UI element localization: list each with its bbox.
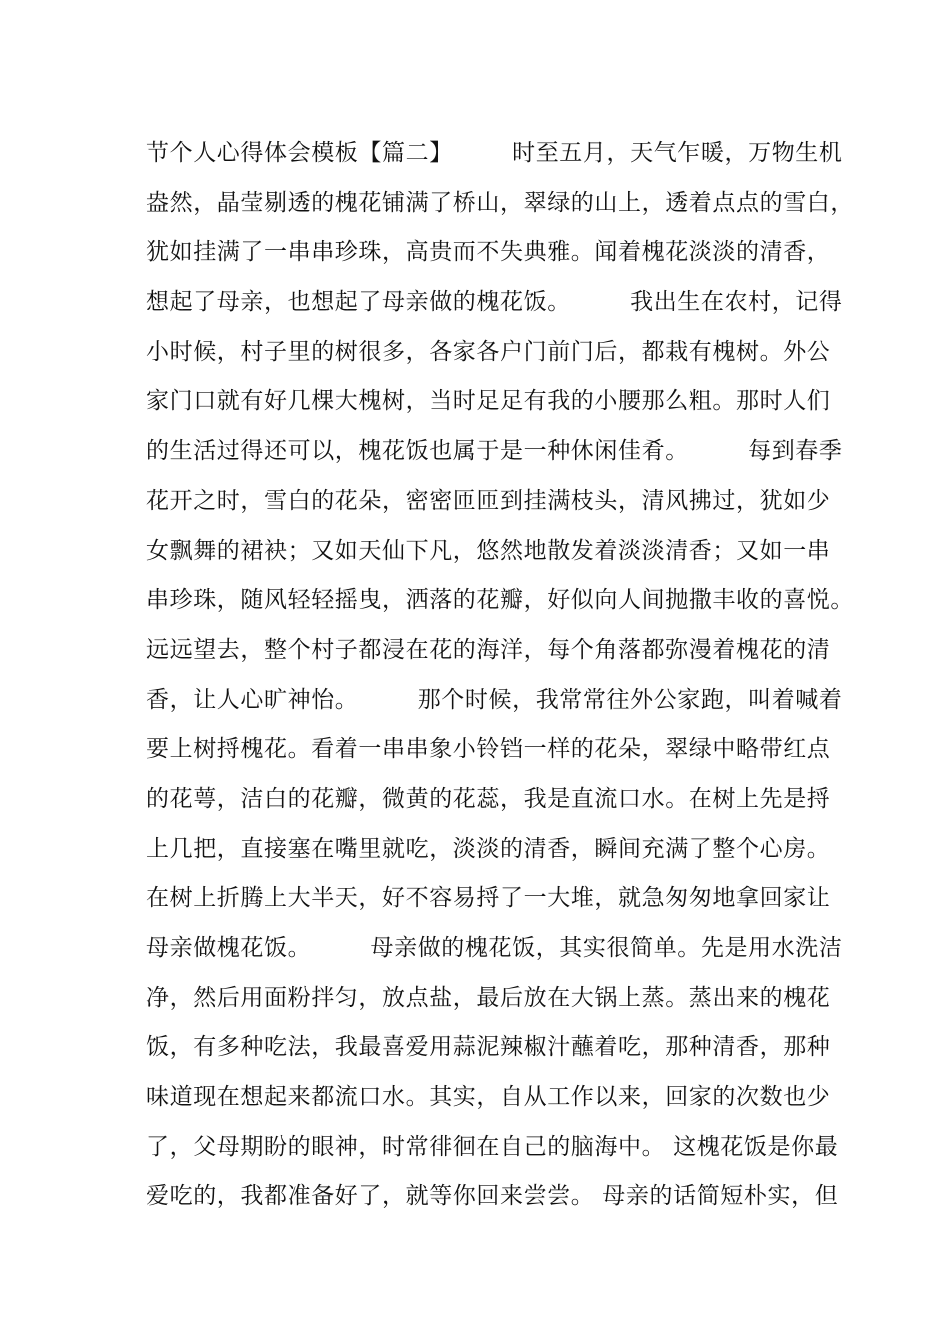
text-line: 花开之时，雪白的花朵，密密匝匝到挂满枝头，清风拂过，犹如少 xyxy=(146,487,831,514)
text-line: 在树上折腾上大半天，好不容易捋了一大堆，就急匆匆地拿回家让 xyxy=(146,885,831,912)
text-line: 母亲做槐花饭。 母亲做的槐花饭，其实很简单。先是用水洗洁 xyxy=(146,935,843,961)
text-line: 远远望去，整个村子都浸在花的海洋，每个角落都弥漫着槐花的清 xyxy=(146,636,831,663)
text-line: 香，让人心旷神怡。 那个时候，我常常往外公家跑，叫着喊着 xyxy=(146,686,843,713)
text-line: 净，然后用面粉拌匀，放点盐，最后放在大锅上蒸。蒸出来的槐花 xyxy=(146,984,831,1011)
text-line: 小时候，村子里的树很多，各家各户门前门后，都栽有槐树。外公 xyxy=(146,338,831,365)
text-line: 要上树捋槐花。看着一串串象小铃铛一样的花朵，翠绿中略带红点 xyxy=(146,736,831,763)
text-line: 家门口就有好几棵大槐树，当时足足有我的小腰那么粗。那时人们 xyxy=(146,388,831,415)
text-line: 的生活过得还可以，槐花饭也属于是一种休闲佳肴。 每到春季 xyxy=(146,438,843,465)
text-line: 爱吃的，我都准备好了，就等你回来尝尝。 母亲的话简短朴实，但 xyxy=(146,1183,839,1210)
text-line: 了，父母期盼的眼神，时常徘徊在自己的脑海中。 这槐花饭是你最 xyxy=(146,1133,839,1160)
text-line: 想起了母亲，也想起了母亲做的槐花饭。 我出生在农村，记得 xyxy=(146,289,843,316)
text-line: 上几把，直接塞在嘴里就吃，淡淡的清香，瞬间充满了整个心房。 xyxy=(146,835,831,862)
text-line: 女飘舞的裙袂；又如天仙下凡，悠然地散发着淡淡清香；又如一串 xyxy=(146,537,831,564)
text-line: 串珍珠，随风轻轻摇曳，洒落的花瓣，好似向人间抛撒丰收的喜悦。 xyxy=(146,587,854,614)
text-line: 节个人心得体会模板【篇二】 时至五月，天气乍暖，万物生机 xyxy=(146,140,843,166)
text-line: 犹如挂满了一串串珍珠，高贵而不失典雅。闻着槐花淡淡的清香， xyxy=(146,239,831,266)
text-line: 味道现在想起来都流口水。其实，自从工作以来，回家的次数也少 xyxy=(146,1084,831,1111)
text-line: 盎然，晶莹剔透的槐花铺满了桥山，翠绿的山上，透着点点的雪白， xyxy=(146,189,854,216)
text-line: 的花萼，洁白的花瓣，微黄的花蕊，我是直流口水。在树上先是捋 xyxy=(146,785,831,812)
essay-body xyxy=(146,129,854,1222)
text-line: 饭，有多种吃法，我最喜爱用蒜泥辣椒汁蘸着吃，那种清香，那种 xyxy=(146,1034,831,1061)
